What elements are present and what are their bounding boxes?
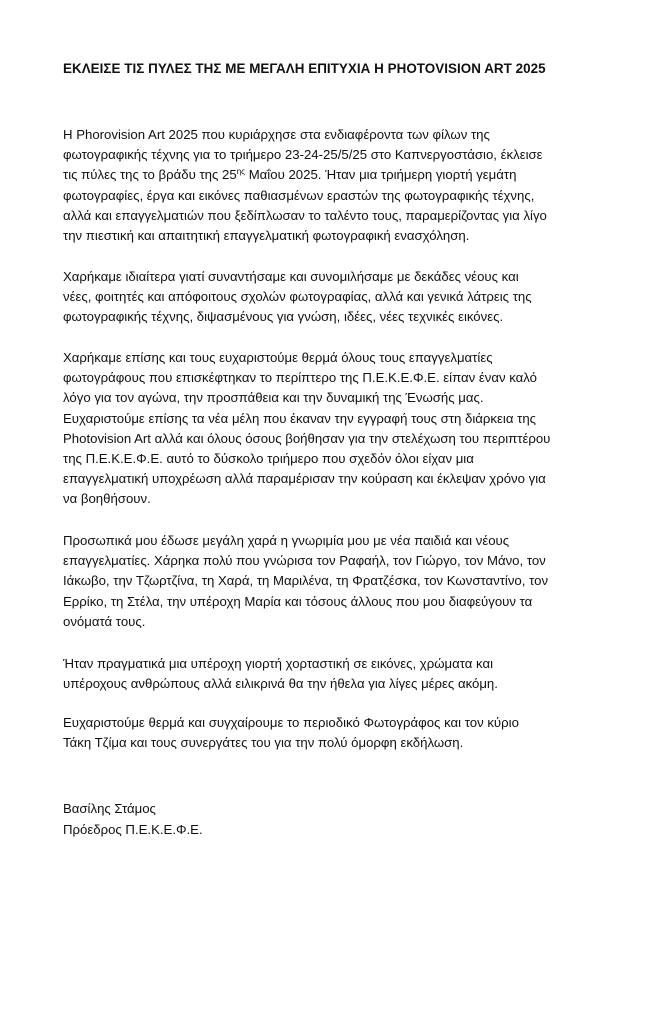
text-line: Ευχαριστούμε επίσης τα νέα μέλη που έκαναν την εγγραφή τους στη διάρκεια της xyxy=(63,410,537,426)
paragraph-3 xyxy=(63,348,550,510)
text-line: λόγο για τον αγώνα, την προσπάθεια και την δυναμική της Ένωσής μας. xyxy=(63,390,484,406)
text-line: Ήταν πραγματικά μια υπέροχη γιορτή χορταστική σε εικόνες, χρώματα και xyxy=(63,656,494,671)
text-line: φωτογραφίες, έργα και εικόνες παθιασμένων εραστών της φωτογραφικής τέχνης, xyxy=(63,187,535,203)
text-line: φωτογράφους που επισκέφτηκαν το περίπτερο της Π.Ε.Κ.Ε.Φ.Ε. είπαν έναν καλό xyxy=(63,370,538,386)
text-line: την πιεστική και απαιτητική επαγγελματική φωτογραφική ενασχόληση. xyxy=(63,228,470,244)
text-line: Προσωπικά μου έδωσε μεγάλη χαρά η γνωριμία μου με νέα παιδιά και νέους xyxy=(63,533,510,548)
text-line: αλλά και επαγγελματιών που ξεδίπλωσαν το ταλέντο τους, παραμερίζοντας για λίγο xyxy=(63,207,547,223)
text-line: Η Phorovision Art 2025 που κυριάρχησε στα ενδιαφέροντα των φίλων της xyxy=(63,127,490,142)
text-line: υπέροχους ανθρώπους αλλά ειλικρινά θα την ήθελα για λίγες μέρες ακόμη. xyxy=(63,676,498,692)
text-line: Χαρήκαμε επίσης και τους ευχαριστούμε θερμά όλους τους επαγγελματίες xyxy=(63,350,493,365)
text-line: Ευχαριστούμε θερμά και συγχαίρουμε το περιοδικό Φωτογράφος και τον κύριο xyxy=(63,715,519,730)
text-line: Χαρήκαμε ιδιαίτερα γιατί συναντήσαμε και συνομιλήσαμε με δεκάδες νέους και xyxy=(63,269,519,284)
text-line: φωτογραφικής τέχνης για το τριήμερο 23-24-25/5/25 στο Καπνεργοστάσιο, έκλεισε xyxy=(63,147,543,163)
text-line: νέες, φοιτητές και απόφοιτους σχολών φωτογραφίας, αλλά και γενικά λάτρεις της xyxy=(63,289,532,305)
text-line: ονόματά τους. xyxy=(63,613,146,629)
document-title: ΕΚΛΕΙΣΕ ΤΙΣ ΠΥΛΕΣ ΤΗΣ ΜΕ ΜΕΓΑΛΗ ΕΠΙΤΥΧΙΑ Η PHOTOVISION ART 2025 xyxy=(63,61,546,76)
text-line: να βοηθήσουν. xyxy=(63,491,151,507)
paragraph-4 xyxy=(63,531,548,632)
paragraph-2 xyxy=(63,267,532,328)
ordinal-superscript: ης xyxy=(236,167,246,177)
text-fragment: τις πύλες της το βράδυ της 25 xyxy=(63,167,237,183)
text-line: επαγγελματική υποχρέωση αλλά παραμέρισαν την κούραση και έκλεψαν χρόνο για xyxy=(63,471,546,487)
paragraph-6 xyxy=(63,713,519,753)
text-line xyxy=(63,165,547,185)
text-line: επαγγελματίες. Χάρηκα πολύ που γνώρισα τον Ραφαήλ, τον Γιώργο, τον Μάνο, τον xyxy=(63,553,546,569)
text-line: φωτογραφικής τέχνης, διψασμένους για γνώση, ιδέες, νέες τεχνικές εικόνες. xyxy=(63,309,504,325)
text-line: Photovision Art αλλά και όλους όσους βοήθησαν για την στελέχωση του περιπτέρου xyxy=(63,430,551,446)
text-fragment: Μαΐου 2025. Ήταν μια τριήμερη γιορτή γεμάτη xyxy=(245,167,517,183)
text-line: Τάκη Τζίμα και τους συνεργάτες του για την πολύ όμορφη εκδήλωση. xyxy=(63,735,464,751)
text-line: Ιάκωβο, την Τζωρτζίνα, τη Χαρά, τη Μαριλένα, τη Φρατζέσκα, τον Κωνσταντίνο, τον xyxy=(63,573,549,589)
signature-block xyxy=(63,798,203,840)
text-line: της Π.Ε.Κ.Ε.Φ.Ε. αυτό το δύσκολο τριήμερο που σχεδόν όλοι είχαν μια xyxy=(63,451,474,467)
paragraph-5 xyxy=(63,654,498,694)
signature-role: Πρόεδρος Π.Ε.Κ.Ε.Φ.Ε. xyxy=(63,822,203,837)
text-line: Ερρίκο, τη Στέλα, την υπέροχη Μαρία και τόσους άλλους που μου διαφεύγουν τα xyxy=(63,593,533,609)
paragraph-1 xyxy=(63,125,547,246)
signature-name: Βασίλης Στάμος xyxy=(63,801,156,816)
